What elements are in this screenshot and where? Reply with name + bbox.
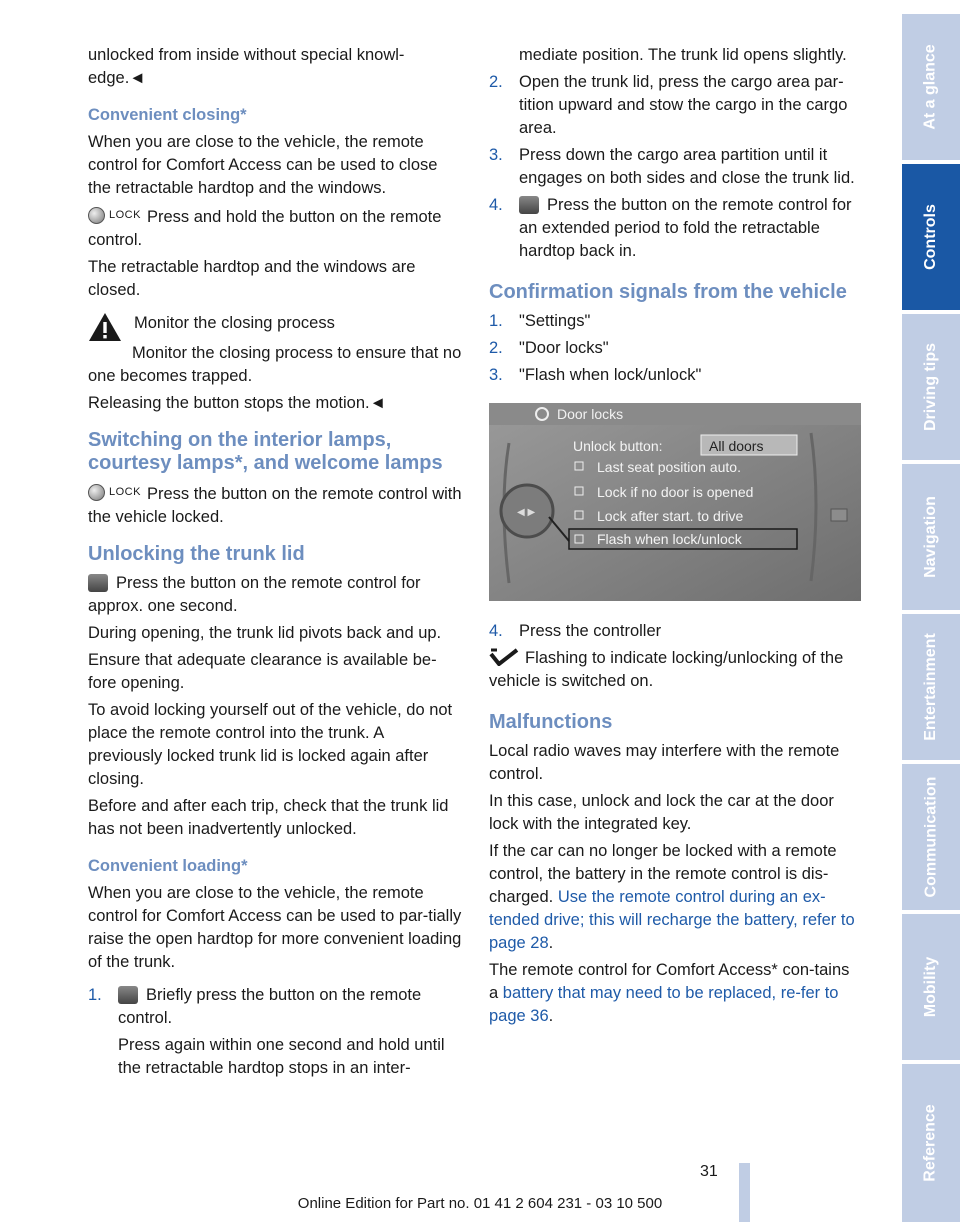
section-sidebar (902, 0, 960, 1222)
lock-instruction: LOCK Press and hold the button on the remote control. (88, 204, 462, 252)
warning-box (88, 312, 462, 342)
screen-title: Door locks (557, 406, 624, 422)
trunk-button-icon (88, 574, 108, 592)
flashing-instruction: Flashing to indicate locking/unlocking of the vehicle is switched on. (489, 649, 844, 690)
unlock-button-value: All doors (709, 438, 764, 454)
list-item: 2. Open the trunk lid, press the cargo area par‐tition upward and stow the cargo in the cargo area. (489, 73, 848, 137)
tab-mobility[interactable]: Mobility (902, 914, 960, 1060)
heading-confirmation-signals: Confirmation signals from the vehicle (489, 281, 847, 303)
idrive-screen-image (489, 403, 861, 601)
paragraph: unlocked from inside without special knowl‐edge.◄ (88, 46, 405, 87)
page-36-link[interactable]: battery that may need to be replaced, re‐fer to page 36 (489, 984, 839, 1025)
heading-lamps: Switching on the interior lamps, courtesy lamps*, and welcome lamps (88, 429, 443, 474)
list-item: 4. Press the controller (489, 622, 662, 640)
paragraph: In this case, unlock and lock the car at the door lock with the integrated key. (489, 792, 834, 833)
list-item-continued: mediate position. The trunk lid opens slightly. (519, 46, 847, 64)
left-column (88, 44, 462, 1088)
tab-driving-tips[interactable]: Driving tips (902, 314, 960, 460)
list-item: 4. Press the button on the remote control for an extended period to fold the retractable hardtop back in. (489, 196, 852, 260)
roof-button-icon (519, 196, 539, 214)
tab-reference[interactable]: Reference (902, 1064, 960, 1222)
tab-controls[interactable]: Controls (902, 164, 960, 310)
page-28-link[interactable]: Use the remote control during an ex‐tended drive; this will recharge the battery, refer to page 28 (489, 888, 855, 952)
tab-entertainment[interactable]: Entertainment (902, 614, 960, 760)
page-marker (739, 1163, 750, 1222)
option-label: Flash when lock/unlock (597, 531, 742, 547)
paragraph: The retractable hardtop and the windows are closed. (88, 258, 416, 299)
warning-triangle-icon (88, 312, 122, 342)
list-item: 1. "Settings" (489, 312, 591, 330)
unlock-button-label: Unlock button: (573, 438, 663, 454)
svg-text:◀ ▶: ◀ ▶ (517, 507, 536, 518)
paragraph: When you are close to the vehicle, the remote control for Comfort Access can be used to par‐tially raise the open hardtop for more convenient loading of the trunk. (88, 884, 462, 971)
paragraph: When you are close to the vehicle, the remote control for Comfort Access can be used to close the retractable hardtop and the windows. (88, 133, 438, 197)
footer-text: Online Edition for Part no. 01 41 2 604 231 - 03 10 500 (297, 1195, 663, 1212)
paragraph: The remote control for Comfort Access* con‐tains a battery that may need to be replaced, re‐fer to page 36. (489, 961, 850, 1025)
tab-at-a-glance[interactable]: At a glance (902, 14, 960, 160)
tab-navigation[interactable]: Navigation (902, 464, 960, 610)
paragraph: Before and after each trip, check that the trunk lid has not been inadvertently unlocked. (88, 797, 449, 838)
subheading-convenient-loading: Convenient loading* (88, 857, 248, 875)
lock-button-icon: LOCK (88, 481, 141, 504)
paragraph: Releasing the button stops the motion.◄ (88, 394, 386, 412)
paragraph: Local radio waves may interfere with the remote control. (489, 742, 840, 783)
option-label: Lock after start. to drive (597, 508, 744, 524)
list-item: 1. Briefly press the button on the remote control. Press again within one second and hold until the retractable hardtop stops in an inter‐ (88, 986, 445, 1077)
screen-side-icon (831, 509, 847, 521)
paragraph: During opening, the trunk lid pivots back and up. (88, 624, 442, 642)
option-label: Last seat position auto. (597, 459, 741, 475)
option-label: Lock if no door is opened (597, 484, 754, 500)
right-column (489, 44, 863, 1032)
paragraph: Ensure that adequate clearance is available be‐fore opening. (88, 651, 437, 692)
checkmark-icon (489, 648, 519, 666)
list-item: 3. "Flash when lock/unlock" (489, 366, 702, 384)
page-number: 31 (700, 1163, 718, 1180)
tab-communication[interactable]: Communication (902, 764, 960, 910)
list-item: 2. "Door locks" (489, 339, 609, 357)
paragraph: If the car can no longer be locked with a remote control, the battery in the remote control is dis‐charged. Use the remote control during an ex‐tended drive; this will recharge the battery, refer to page 28. (489, 842, 855, 952)
lamps-instruction: LOCK Press the button on the remote control with the vehicle locked. (88, 481, 462, 529)
paragraph: To avoid locking yourself out of the vehicle, do not place the remote control into the trunk. A previously locked trunk lid is locked again after closing. (88, 701, 453, 788)
lock-button-icon: LOCK (88, 204, 141, 227)
subheading-convenient-closing: Convenient closing* (88, 106, 247, 124)
warning-text: Monitor the closing process to ensure that no one becomes trapped. (88, 344, 462, 385)
list-item: 3. Press down the cargo area partition until it engages on both sides and close the trunk lid. (489, 146, 855, 187)
trunk-instruction: Press the button on the remote control for approx. one second. (88, 574, 421, 615)
heading-malfunctions: Malfunctions (489, 711, 613, 733)
warning-title: Monitor the closing process (134, 314, 335, 332)
heading-unlocking-trunk: Unlocking the trunk lid (88, 543, 305, 565)
trunk-button-icon (118, 986, 138, 1004)
